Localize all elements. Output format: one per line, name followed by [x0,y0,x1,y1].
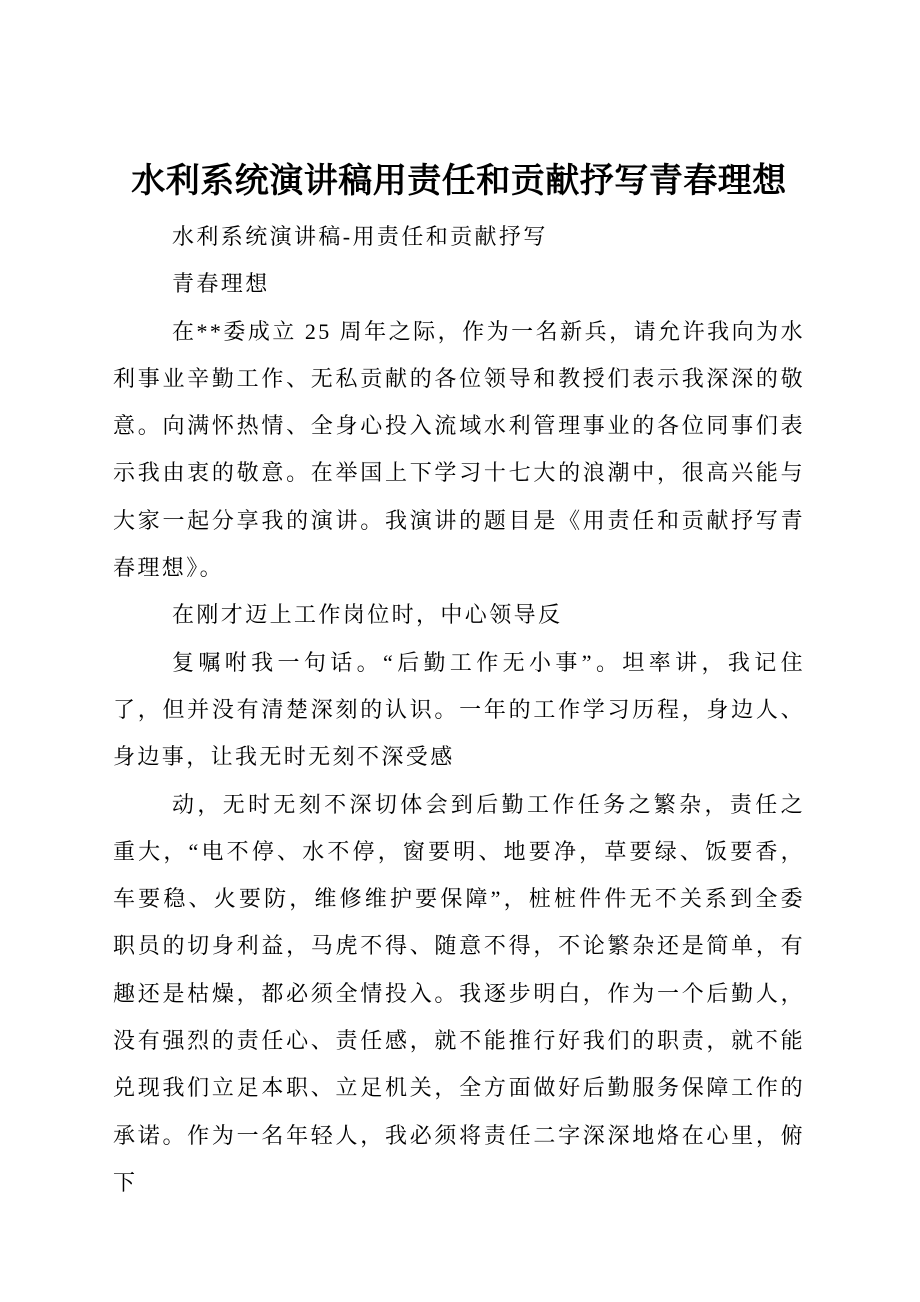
document-content [113,160,805,1206]
paragraph-subtitle-line2: 青春理想 [172,271,270,297]
document-body [113,213,805,1206]
paragraph-advice: 复嘱咐我一句话。“后勤工作无小事”。坦率讲，我记住了，但并没有清楚深刻的认识。一年的工作学习历程，身边人、身边事，让我无时无刻不深受感 [113,649,805,770]
paragraph-subtitle-line1: 水利系统演讲稿-用责任和贡献抒写 [172,224,548,249]
document-title: 水利系统演讲稿用责任和贡献抒写青春理想 [131,163,787,200]
paragraph-responsibility: 动，无时无刻不深切体会到后勤工作任务之繁杂，责任之重大，“电不停、水不停，窗要明、地要净，草要绿、饭要香，车要稳、火要防，维修维护要保障”，桩桩件件无不关系到全委职员的切身利益，马虎不得、随意不得，不论繁杂还是简单，有趣还是枯燥，都必须全情投入。我逐步明白，作为一个后勤人，没有强烈的责任心、责任感，就不能推行好我们的职责，就不能兑现我们立足本职、立足机关，全方面做好后勤服务保障工作的承诺。作为一名年轻人，我必须将责任二字深深地烙在心里，俯下 [113,791,805,1195]
paragraph-intro: 在**委成立 25 周年之际，作为一名新兵，请允许我向为水利事业辛勤工作、无私贡献的各位领导和教授们表示我深深的敬意。向满怀热情、全身心投入流域水利管理事业的各位同事们表示我由衷的敬意。在举国上下学习十七大的浪潮中，很高兴能与大家一起分享我的演讲。我演讲的题目是《用责任和贡献抒写青春理想》。 [113,318,805,581]
paragraph-transition: 在刚才迈上工作岗位时，中心领导反 [172,602,563,628]
